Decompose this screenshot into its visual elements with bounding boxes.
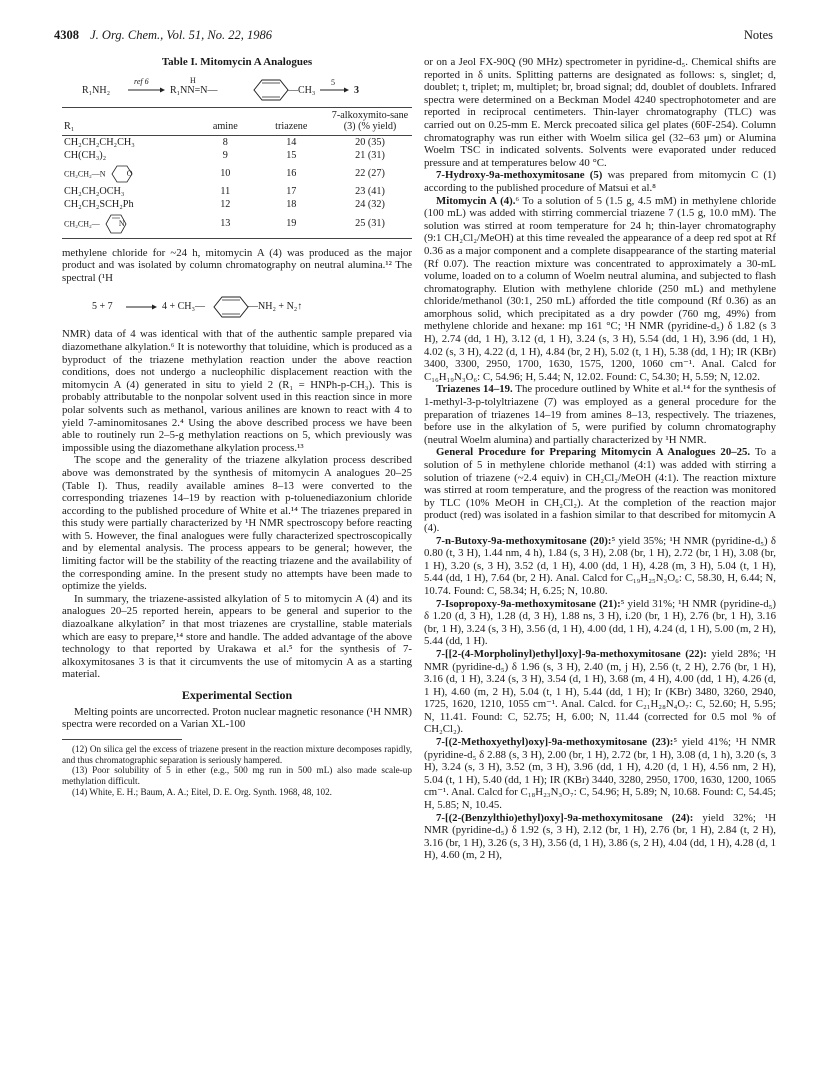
table-row xyxy=(62,212,412,239)
table-row xyxy=(62,135,412,149)
equation-graphics xyxy=(62,292,412,322)
paragraph xyxy=(424,812,776,862)
cell-r1: CH₂CH₂OCH₃ xyxy=(64,185,125,197)
col-header-r1: R₁ xyxy=(62,110,196,136)
journal-citation: J. Org. Chem., Vol. 51, No. 22, 1986 xyxy=(90,28,272,42)
scheme-product: 3 xyxy=(354,84,359,96)
equation-right: —NH₂ + N₂↑ xyxy=(248,301,303,313)
paragraph: In summary, the triazene-assisted alkylation of 5 to mitomycin A (4) and its analogues 20–25 reported herein, appears to be general and superior to the diazoalkane alkylation⁷ in that most triazenes are crystalline, stable materials which are easy to prepare,¹⁴ store and handle. The added advantage of the above technology to that reported by Urakawa et al.⁵ for the synthesis of 7-alkoxymitosanes 3 is that it circumvents the use of mitomycin A as a starting material. xyxy=(62,592,412,681)
paragraph xyxy=(424,736,776,812)
cell-triazene: 18 xyxy=(286,199,297,211)
cell-product: 25 (31) xyxy=(328,212,412,239)
cell-product: 21 (31) xyxy=(355,150,385,162)
ring-n-label: N xyxy=(118,218,125,228)
subsection-text: was prepared from mitomycin C (1) according to the published procedure of Matsui et al.⁸ xyxy=(424,169,776,194)
cell-product: 20 (35) xyxy=(355,136,385,148)
right-column xyxy=(424,56,776,862)
scheme-step: 5 xyxy=(331,77,335,87)
subsection-heading: Mitomycin A (4). xyxy=(436,194,516,207)
byproduct-equation xyxy=(62,292,412,322)
footnote: (12) On silica gel the excess of triazene present in the reaction mixture decomposes rapidly, and thus chromatographic separation is seriously hampered. xyxy=(62,743,412,765)
cell-triazene: 16 xyxy=(286,167,297,179)
cell-product: 24 (32) xyxy=(355,199,385,211)
paragraph xyxy=(424,383,776,446)
cell-amine: 11 xyxy=(220,185,231,197)
subsection-text: ⁵ yield 41%; ¹H NMR (pyridine-d₅ δ 2.88 (s, 3 H), 2.00 (br, 1 H), 2.72 (br, 1 H), 3.08 (d, 1 h), 3.20 (s, 3 H), 3.24 (s, 3 H), 3.52 (m, 3 H), 3.96 (dd, 1 H), 4.20 (d, 1 H), 4.56 nm, 2 H), 5.04 (t, 1 H), 5.40 (dd, 1 H); IR (KBr) 3440, 3280, 2950, 1700, 1630, 1200, 1065 cm⁻¹. Anal. Calcd for C₁₈H₂₃N₃O₇: C, 54.96; H, 5.89; N, 10.68. Found: C, 54.45; H, 5.85; N, 10.45. xyxy=(424,736,777,812)
subsection-text: yield 32%; ¹H NMR (pyridine-d₅) δ 1.92 (s, 3 H), 2.12 (br, 1 H), 2.76 (br, 1 H), 2.84 (t, 2 H), 3.16 (br, 1 H), 3.26 (s, 3 H), 3.56 (d, 1 H), 3.86 (s, 2 H), 4.04 (dd, 1 H), 4.28 (d, 1 H), 4.60 (m, 2 H), xyxy=(424,811,776,862)
table-row xyxy=(62,185,412,199)
cell-amine: 12 xyxy=(220,199,231,211)
scheme-reference: ref 6 xyxy=(134,76,149,86)
reaction-scheme xyxy=(62,75,412,103)
left-column xyxy=(62,56,412,798)
subsection-heading: General Procedure for Preparing Mitomycin A Analogues 20–25. xyxy=(436,446,751,459)
scheme-intermediate-right: —CH₃ xyxy=(288,84,316,96)
analogues-table xyxy=(62,107,412,239)
section-label: Notes xyxy=(743,28,773,42)
section-heading: Experimental Section xyxy=(181,688,293,702)
col-header-triazene: triazene xyxy=(255,110,328,136)
cell-triazene: 17 xyxy=(286,185,297,197)
cell-amine: 8 xyxy=(222,136,228,148)
page-header xyxy=(54,28,773,46)
page-number: 4308 xyxy=(54,28,79,42)
cell-r1: CH₂CH₂—N xyxy=(64,168,106,178)
paragraph xyxy=(424,195,776,384)
cell-triazene: 14 xyxy=(286,136,297,148)
paragraph xyxy=(424,169,776,194)
cell-triazene: 15 xyxy=(286,150,297,162)
equation-left: 5 + 7 xyxy=(92,301,113,313)
subsection-text: ⁶ To a solution of 5 (1.5 g, 4.5 mM) in methylene chloride (100 mL) was added with stirring commercial triazene 7 (1.5 g, 10.0 mM). The solution was stirred at room temperature for 24 h; thin-layer chromatography (9:1 CH₂Cl₂/MeOH) at this time revealed the appearance of a deep red spot at Rf 0.36 as a major component and a complete disappearance of the starting material (Rf 0.07). The reaction mixture was concentrated to approximately a 30-mL volume, loaded on to a column of Woelm neutral alumina, and subjected to flash chromatography. Elution with methylene chloride (250 mL) and methylene chloride/methanol (30:1, 250 mL) afforded the title compound (Rf 0.36) as an amorphous solid, which precipitated as a dry powder (760 mg, 49%) from methylene chloride and hexane: mp 161 °C; ¹H NMR (pyridine-d₅) δ 1.82 (s 3 H), 2.74 (dd, 1 H), 3.12 (d, 1 H), 3.24 (s, 3 H), 5.54 (dd, 1 H), 3.96 (dd, 1 H), 4.02 (s, 3 H), 4.22 (d, 1 H), 4.84 (br, 2 H), 5.02 (t, 1 H), 5.38 (dd, 1 H); IR (KBr) 3400, 3300, 2950, 1700, 1630, 1575, 1200, 1060 cm⁻¹. Anal. Calcd for C₁₆H₁₉N₃O₆: C, 54.96; H, 5.44; N, 12.02. Found: C, 54.30; H, 5.59; N, 12.02. xyxy=(424,194,776,383)
footnote: (14) White, E. H.; Baum, A. A.; Eitel, D. E. Org. Synth. 1968, 48, 102. xyxy=(72,786,332,797)
subsection-heading: 7-Isopropoxy-9a-methoxymitosane (21): xyxy=(436,597,621,610)
subsection-text: yield 28%; ¹H NMR (pyridine-d₅) δ 1.96 (s, 3 H), 2.40 (m, j H), 2.56 (t, 2 H), 2.76 (br, 1 H), 3.16 (d, 1 H), 3.24 (s, 3 H), 3.54 (d, 1 H), 3.68 (m, 4 H), 4.00 (dd, 1 H), 4.26 (d, 1 H), 4.60 (m, 2 H), 5.04 (t, 1 H), 5.44 (dd, 1 H); Ir (KBr) 3480, 3260, 2940, 1725, 1620, 1210, 1055 cm⁻¹. Anal. Calcd. for C₂₁H₂₈N₄O₇: C, 52.60; H, 5.95; N, 11.41. Found: C, 52.75; H, 6.00; N, 11.44 (corrected for 0.5 mol % of CH₂Cl₂). xyxy=(424,647,777,736)
footnote: (13) Poor solubility of 5 in ether (e.g., 500 mg run in 500 mL) also made scale-up methylation difficult. xyxy=(62,765,412,787)
paragraph: NMR) data of 4 was identical with that of the authentic sample prepared via diazomethane alkylation.⁶ It is noteworthy that toluidine, which is produced as a byproduct of the triazene methylation reaction under the above reaction conditions, does not undergo a nucleophilic displacement reaction with the mitomycin A (4) generated in situ to yield 2 (R₁ = HNPh-p-CH₃). This is probably attributable to the nonpolar solvent used in this reaction since in more polar solvents such as methanol, various anilines are known to react with 4 to yield 7-aminomitosanes 2.⁴ Using the above described process we have been able to routinely run 2–5-g methylation reactions on 5, which previously was impossible using the diazomethane alkylation process.¹³ xyxy=(62,328,412,454)
subsection-text: To a solution of 5 in methylene chloride methanol (4:1) was added with stirring a solution of triazene (~2.4 equiv) in CH₂Cl₂/MeOH (4:1). The reaction mixture was stirred at room temperature, and the progress of the reaction was monitored by TLC (10% MeOH in CH₂Cl₂). At the completion of the reaction major product (red) was isolated in a fashion similar to that described for mitomycin A (4). xyxy=(424,446,776,534)
subsection-heading: 7-Hydroxy-9a-methoxymitosane (5) xyxy=(436,169,603,182)
subsection-heading: 7-n-Butoxy-9a-methoxymitosane (20): xyxy=(436,534,612,547)
cell-amine: 9 xyxy=(222,150,228,162)
table-row xyxy=(62,149,412,163)
paragraph: Melting points are uncorrected. Proton nuclear magnetic resonance (¹H NMR) spectra were recorded on a Varian XL-100 xyxy=(62,705,412,731)
paragraph xyxy=(424,446,776,534)
subsection-heading: 7-[(2-(Benzylthio)ethyl)oxy]-9a-methoxymitosane (24): xyxy=(436,811,694,824)
paragraph: methylene chloride for ~24 h, mitomycin A (4) was produced as the major product and was isolated by column chromatography on neutral alumina.¹² The spectral (¹H xyxy=(62,246,412,284)
table-row xyxy=(62,163,412,185)
cell-product: 22 (27) xyxy=(355,167,385,179)
subsection-heading: 7-[(2-Methoxyethyl)oxy]-9a-methoxymitosane (23): xyxy=(436,736,674,749)
table-row xyxy=(62,198,412,212)
scheme-intermediate-left: R₁NN=N— xyxy=(170,84,218,96)
equation-middle: 4 + CH₃— xyxy=(162,301,206,313)
subsection-text: The procedure outlined by White et al.¹⁴ for the synthesis of 1-methyl-3-p-tolyltriazene (7) was employed as a general procedure for the preparation of triazenes 14–19 from amines 8–13, respectively. The triazenes, before use in the alkylation of 5, were purified by column chromatography (neutral Woelm alumina) and partially characterized by ¹H NMR. xyxy=(424,383,776,446)
table-title: Table I. Mitomycin A Analogues xyxy=(161,56,313,68)
footnote-rule xyxy=(62,739,182,740)
subsection-text: ⁵ yield 31%; ¹H NMR (pyridine-d₅) δ 1.20 (d, 3 H), 1.28 (d, 3 H), 1.88 ns, 3 H), i.20 (br, 1 H), 2.76 (br, 1 H), 3.16 (br, 1 H), 3.24 (s, 3 H), 3.56 (d, 1 H), 4.00 (dd, 1 H), 4.24 (d, 1 H), 5.00 (m, 2 H), 5.44 (dd, 1 H). xyxy=(424,597,777,648)
cell-triazene: 19 xyxy=(255,212,328,239)
cell-product: 23 (41) xyxy=(355,185,385,197)
paragraph xyxy=(424,598,776,648)
cell-r1: CH(CH₃)₂ xyxy=(64,150,107,162)
subsection-text: ⁵ yield 35%; ¹H NMR (pyridine-d₅) δ 0.80 (t, 3 H), 1.44 nm, 4 h), 1.84 (s, 3 H), 2.08 (br, 1 H), 2.72 (br, 1 H), 3.08 (br, 1 H), 3.20 (s, 3 H), 3.52 (d, 1 H), 4.00 (dd, 1 H), 4.28 (m, 3 H), 5.04 (t, 1 H), 5.44 (dd, 1 H), 7.64 (br, 2 H). Anal. Calcd for C₁₉H₂₅N₃O₆: C, 58.30, H, 6.44; N, 10.74. Found: C, 58.34; H, 6.25; N, 10.80. xyxy=(424,534,777,597)
col-header-product: 7-alkoxymito-sane (3) (% yield) xyxy=(328,110,412,136)
cell-r1: CH₂CH₂CH₂CH₃ xyxy=(64,136,135,148)
cell-r1: CH₂CH₂SCH₂Ph xyxy=(64,199,134,211)
ring-o-label: O xyxy=(126,168,133,178)
cell-amine: 13 xyxy=(196,212,255,239)
scheme-h: H xyxy=(190,75,196,85)
col-header-amine: amine xyxy=(196,110,255,136)
cell-r1: CH₂CH₂— xyxy=(64,218,100,228)
subsection-heading: 7-[[2-(4-Morpholinyl)ethyl]oxy]-9a-methoxymitosane (22): xyxy=(436,647,707,660)
paragraph: or on a Jeol FX-90Q (90 MHz) spectrometer in pyridine-d₅. Chemical shifts are reported in δ units. Splitting patterns are designated as follows: s, singlet; d, doublet; t, triplet; m, multiplet; br, broad signal; dd, doublet of doublets. Infrared spectra were determined on a Beckman Model 4240 spectrophotometer and are reported in reciprocal centimeters. Thin-layer chromatography (TLC) was carried out on 0.25-mm E. Merck precoated silica gel plates (60F-254). Column chromatography was run either with Woelm silica gel (32–63 μm) or Alumina Woelm TSC in indicated solvents. Solvents were evaporated under reduced pressure and at temperatures below 40 °C. xyxy=(424,56,776,169)
subsection-heading: Triazenes 14–19. xyxy=(436,383,513,396)
scheme-reactant: R₁NH₂ xyxy=(82,84,111,96)
paragraph: The scope and the generality of the triazene alkylation process described above was demonstrated by the synthesis of mitomycin A analogues 20–25 (Table I). Thus, readily available amines 8–13 were converted to the corresponding triazenes 14–19 by reaction with p-toluenediazonium chloride according to the published procedure of White et al.¹⁴ The triazenes prepared in this study were partially characterized by ¹H NMR spectroscopy before reacting with 5. However, the final analogues were fully characterized spectroscopically and by elemental analysis. The process appears to be general; however, the limiting factor will be the stability of the reacting triazene and the availability of the corresponding amine. In the present study no attempts have been made to optimize the yields. xyxy=(62,454,412,593)
cell-amine: 10 xyxy=(220,167,231,179)
paragraph xyxy=(424,535,776,598)
scheme-graphics xyxy=(62,75,412,103)
paragraph xyxy=(424,648,776,736)
